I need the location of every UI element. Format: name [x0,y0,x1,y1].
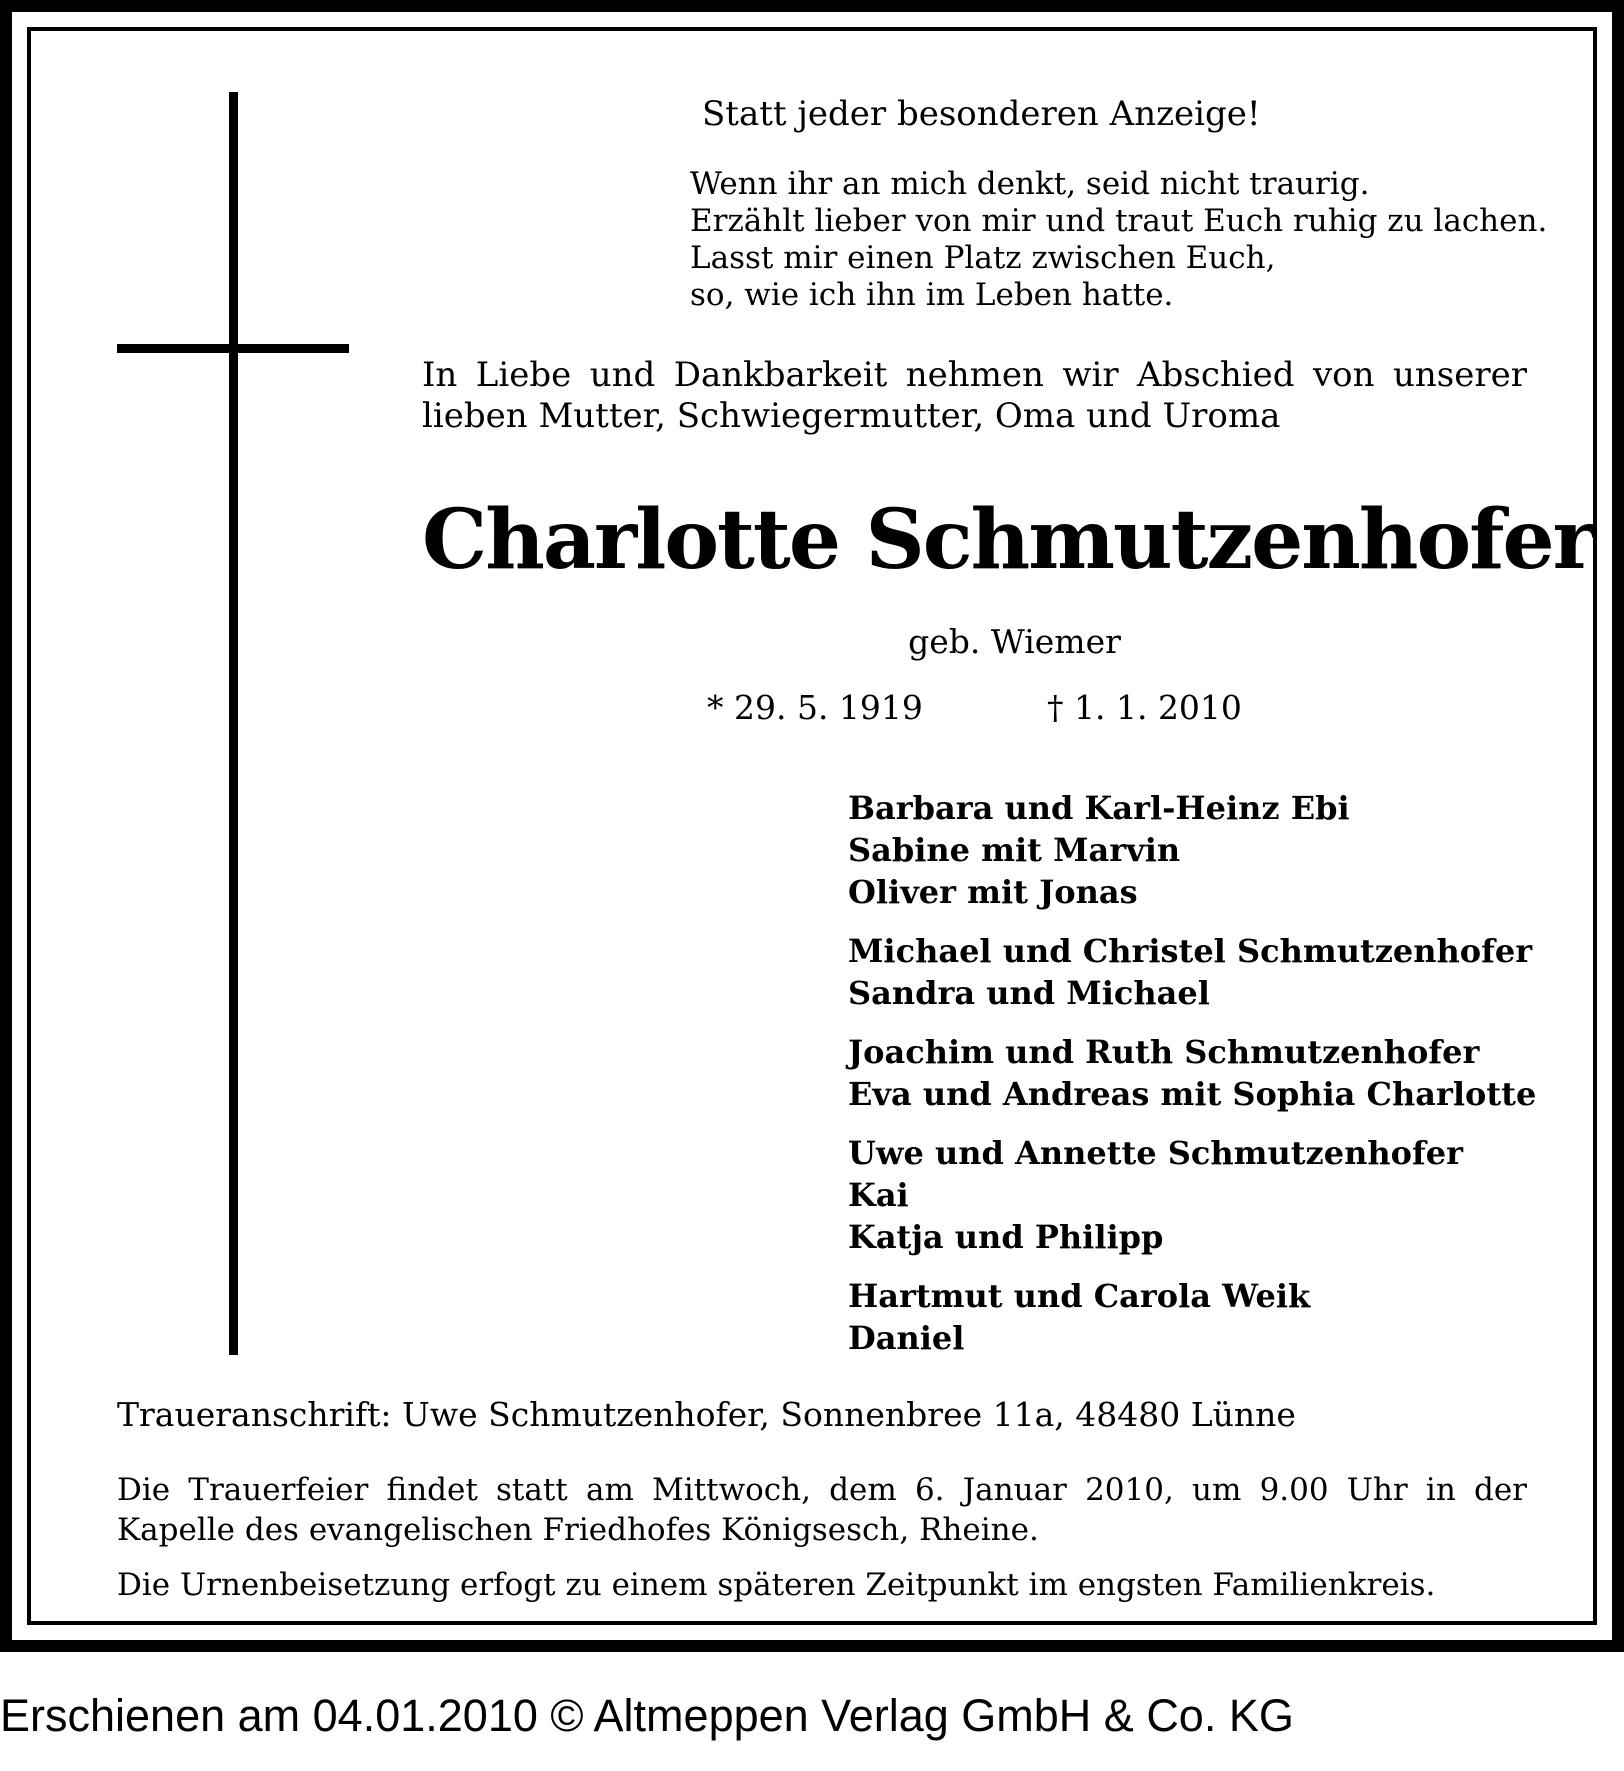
urn-burial-info: Die Urnenbeisetzung erfogt zu einem späteren Zeitpunkt im engsten Familienkreis. [117,1567,1436,1603]
family-member: Uwe und Annette Schmutzenhofer [848,1134,1463,1172]
mourning-address: Traueranschrift: Uwe Schmutzenhofer, Sonnenbree 11a, 48480 Lünne [117,1395,1296,1434]
family-member: Oliver mit Jonas [848,873,1138,911]
death-date: † 1. 1. 2010 [1047,688,1242,727]
family-member: Hartmut und Carola Weik [848,1277,1311,1315]
notice-heading: Statt jeder besonderen Anzeige! [702,94,1261,134]
poem-line: Wenn ihr an mich denkt, seid nicht traurig. [690,166,1370,202]
family-member: Eva und Andreas mit Sophia Charlotte [848,1075,1537,1113]
deceased-name: Charlotte Schmutzenhofer [422,492,1594,588]
family-group [848,1031,1536,1115]
family-member: Sabine mit Marvin [848,831,1181,869]
family-group [848,1275,1536,1359]
family-member: Michael und Christel Schmutzenhofer [848,932,1533,970]
family-member: Kai [848,1176,909,1214]
ceremony-info: Die Trauerfeier findet statt am Mittwoch, dem 6. Januar 2010, um 9.00 Uhr in der Kapelle des evangelischen Friedhofes Königsesch, Rheine. [117,1472,1527,1548]
cross-icon [229,92,238,1355]
family-list [848,787,1536,1376]
family-member: Barbara und Karl-Heinz Ebi [848,789,1350,827]
family-member: Katja und Philipp [848,1218,1164,1256]
life-dates [707,686,1242,730]
poem-line: so, wie ich ihn im Leben hatte. [690,277,1174,313]
poem [690,166,1547,314]
publication-footer: Erschienen am 04.01.2010 © Altmeppen Verlag GmbH & Co. KG [0,1690,1294,1741]
poem-line: Erzählt lieber von mir und traut Euch ruhig zu lachen. [690,203,1548,239]
family-group [848,787,1536,913]
family-member: Joachim und Ruth Schmutzenhofer [848,1033,1480,1071]
birth-date: * 29. 5. 1919 [707,688,923,727]
family-group [848,930,1536,1014]
family-member: Sandra und Michael [848,974,1210,1012]
poem-line: Lasst mir einen Platz zwischen Euch, [690,240,1276,276]
maiden-name: geb. Wiemer [908,622,1121,661]
family-member: Daniel [848,1319,965,1357]
cross-icon-bar [117,344,349,353]
intro-text: In Liebe und Dankbarkeit nehmen wir Abschied von unserer lieben Mutter, Schwiegermutter, Oma und Uroma [422,355,1527,436]
family-group [848,1132,1536,1258]
